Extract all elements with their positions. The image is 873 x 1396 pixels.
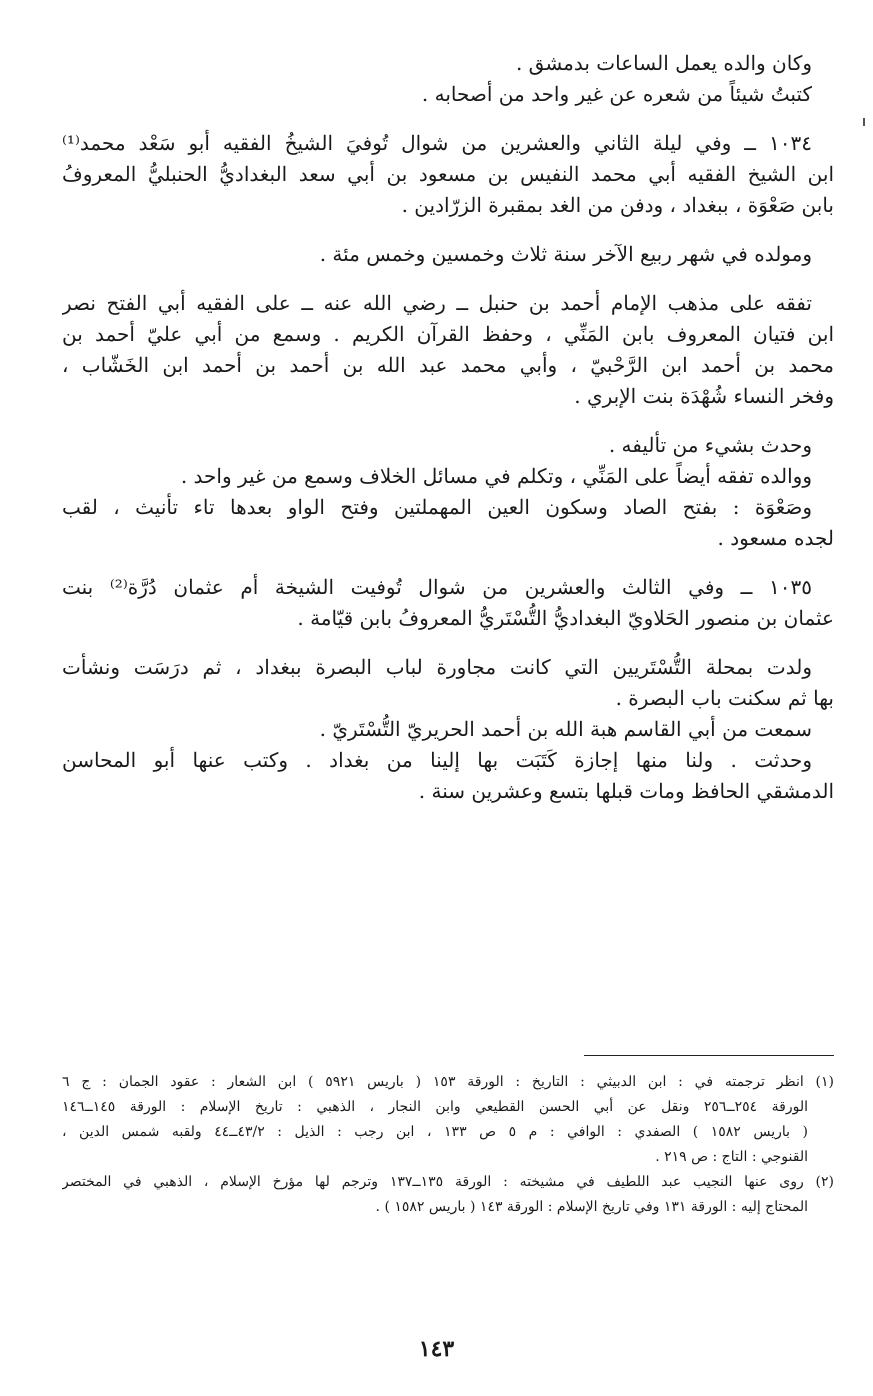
footnote-line: ( باريس ١٥٨٢ ) الصفدي : الوافي : م ٥ ص ١٣٣ ، ابن رجب : الذيل : ٤٣/٢ــ٤٤ ولقبه شمس الدين ، [62,1124,809,1140]
margin-mark [863,118,865,126]
page-number: ١٤٣ [418,1336,455,1362]
text-line: سمعت من أبي القاسم هبة الله بن أحمد الحريريّ التُّسْتَريّ . [319,717,812,741]
footnote-line: الورقة ٢٥٤ــ٢٥٦ ونقل عن أبي الحسن القطيعي وابن النجار ، الذهبي : تاريخ الإسلام : الورقة ١٤٥ــ١٤٦ [62,1099,809,1115]
text-line: وصَعْوَة : بفتح الصاد وسكون العين المهملتين وفتح الواو بعدها تاء تأنيث ، لقب [62,495,812,519]
text-line: وحدث بشيء من تأليفه . [608,433,812,457]
text-line: وحدثت . ولنا منها إجازة كَتَبَت بها إلينا من بغداد . وكتب عنها أبو المحاسن [62,748,812,772]
text-line: ومولده في شهر ربيع الآخر سنة ثلاث وخمسين وخمس مئة . [319,242,812,266]
footnote-line: المحتاج إليه : الورقة ١٣١ وفي تاريخ الإسلام : الورقة ١٤٣ ( باريس ١٥٨٢ ) . [375,1199,808,1215]
paragraph-gap [62,554,834,572]
text-line: ووالده تفقه أيضاً على المَنِّي ، وتكلم في مسائل الخلاف وسمع من غير واحد . [180,464,812,488]
text-line: بابن صَعْوَة ، ببغداد ، ودفن من الغد بمقبرة الزرّادين . [401,193,834,217]
text-line: عثمان بن منصور الحَلاويّ البغداديُّ التُّسْتَريُّ المعروفُ بابن قيّامة . [297,606,834,630]
text-line: ١٠٣٤ ــ وفي ليلة الثاني والعشرين من شوال تُوفيَ الشيخُ الفقيه أبو سَعْد محمد⁽¹⁾ [62,131,812,155]
text-line: وكان والده يعمل الساعات بدمشق . [515,51,812,75]
text-line: كتبتُ شيئاً من شعره عن غير واحد من أصحابه . [421,82,812,106]
footnote-divider [584,1055,834,1056]
paragraph-gap [62,270,834,288]
footnote-line: القنوجي : التاج : ص ٢١٩ . [655,1149,808,1165]
text-line: بها ثم سكنت باب البصرة . [615,686,834,710]
paragraph-gap [62,634,834,652]
text-line: ابن الشيخ الفقيه أبي محمد النفيس بن مسعود بن أبي سعد البغداديُّ الحنبليُّ المعروفُ [62,162,834,186]
text-line: ابن فتيان المعروف بابن المَنِّي ، وحفظ القرآن الكريم . وسمع من أبي عليّ أحمد بن [62,322,834,346]
text-line: ١٠٣٥ ــ وفي الثالث والعشرين من شوال تُوفيت الشيخة أم عثمان دُرَّة⁽²⁾ بنت [62,575,812,599]
text-line: الدمشقي الحافظ ومات قبلها بتسع وعشرين سنة . [418,779,834,803]
paragraph-gap [62,110,834,128]
text-line: وفخر النساء شُهْدَة بنت الإبري . [574,384,834,408]
paragraph-gap [62,221,834,239]
main-text [62,48,834,807]
text-line: ولدت بمحلة التُّسْتَريين التي كانت مجاورة لباب البصرة ببغداد ، ثم درَسَت ونشأت [62,655,812,679]
footnotes [62,1070,834,1220]
footnote-line: (١) انظر ترجمته في : ابن الدبيثي : التاريخ : الورقة ١٥٣ ( باريس ٥٩٢١ ) ابن الشعار : عقود الجمان : ج ٦ [62,1074,834,1090]
text-line: تفقه على مذهب الإمام أحمد بن حنبل ــ رضي الله عنه ــ على الفقيه أبي الفتح نصر [62,291,812,315]
footnote-line: (٢) روى عنها النجيب عبد اللطيف في مشيخته : الورقة ١٣٥ــ١٣٧ وترجم لها مؤرخ الإسلام ، الذهبي في المختصر [62,1174,834,1190]
paragraph-gap [62,412,834,430]
text-line: لجده مسعود . [717,526,834,550]
text-line: محمد بن أحمد ابن الرَّحْبيّ ، وأبي محمد عبد الله بن أحمد بن أحمد ابن الخَشّاب ، [62,353,834,377]
